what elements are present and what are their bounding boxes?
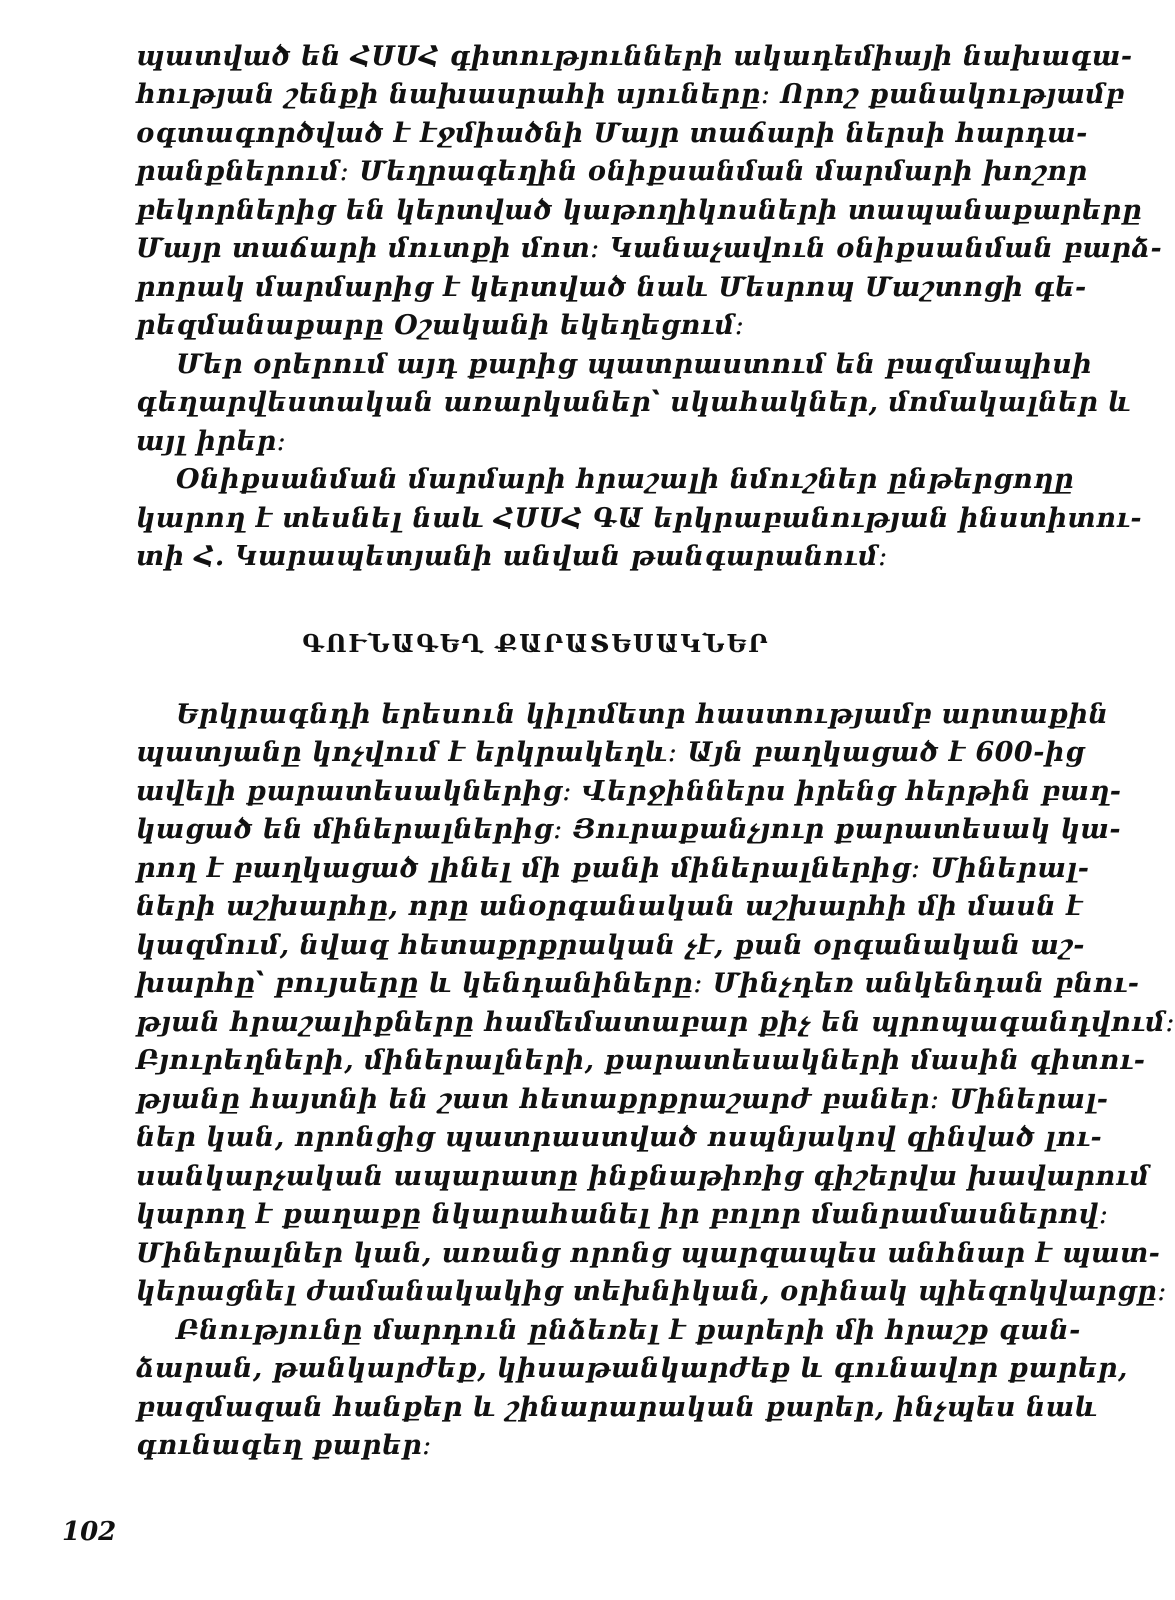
text-line: րանքներում։ Մեղրագեղին օնիքսանման մարմարի խոշոր xyxy=(136,156,1088,187)
section-heading: ԳՈՒՆԱԳԵՂ ՔԱՐԱՏԵՍԱԿՆԵՐ xyxy=(302,629,770,658)
text-line: թյան հրաշալիքները համեմատաբար քիչ են պրոպագանդվում։ xyxy=(136,1007,1175,1038)
text-line: խարհը՝ բույսերը և կենդանիները։ Մինչդեռ անկենդան բնու- xyxy=(136,968,1140,999)
text-line: սանկարչական ապարատը ինքնաթիռից գիշերվա խավարում xyxy=(136,1161,1150,1192)
text-line: Մայր տաճարի մուտքի մոտ։ Կանաչավուն օնիքսանման բարձ- xyxy=(136,233,1163,264)
page-number: 102 xyxy=(62,1517,117,1547)
text-line: Միներալներ կան, առանց որոնց պարզապես անհնար է պատ- xyxy=(136,1238,1161,1269)
text-line: ների աշխարհը, որը անօրգանական աշխարհի մի մասն է xyxy=(136,891,1083,922)
text-line: գունագեղ քարեր։ xyxy=(136,1430,432,1461)
text-line: ավելի քարատեսակներից։ Վերջիններս իրենց հերթին բաղ- xyxy=(136,776,1122,807)
text-line: ձարան, թանկարժեք, կիսաթանկարժեք և գունավոր քարեր, xyxy=(136,1353,1128,1384)
text-line: բեկորներից են կերտված կաթողիկոսների տապանաքարերը xyxy=(136,195,1143,226)
text-line: կարող է քաղաքը նկարահանել իր բոլոր մանրամասներով։ xyxy=(136,1199,1109,1230)
text-line: պատյանը կոչվում է երկրակեղև։ Այն բաղկացած է 600-ից xyxy=(136,737,1085,768)
text-line: պատված են ՀՍՍՀ գիտությունների ակադեմիայի նախագա- xyxy=(136,41,1133,72)
text-line: րող է բաղկացած լինել մի քանի միներալներից։ Միներալ- xyxy=(136,853,1090,884)
text-line: րեզմանաքարը Օշականի եկեղեցում։ xyxy=(136,310,745,341)
text-line: կարող է տեսնել նաև ՀՍՍՀ ԳԱ երկրաբանության ինստիտու- xyxy=(136,503,1143,534)
text-line: րորակ մարմարից է կերտված նաև Մեսրոպ Մաշտոցի գե- xyxy=(136,272,1087,303)
text-line: գեղարվեստական առարկաներ՝ սկահակներ, մոմակալներ և xyxy=(136,387,1132,418)
text-line: Մեր օրերում այդ քարից պատրաստում են բազմապիսի xyxy=(176,349,1093,380)
text-line: օգտագործված է էջմիածնի Մայր տաճարի ներսի հարդա- xyxy=(136,118,1088,149)
text-line: ներ կան, որոնցից պատրաստված ոսպնյակով զինված լու- xyxy=(136,1122,1103,1153)
text-line: Օնիքսանման մարմարի հրաշալի նմուշներ ընթերցողը xyxy=(176,464,1075,495)
text-line: հության շենքի նախասրահի սյուները։ Որոշ քանակությամբ xyxy=(136,79,1125,110)
text-line: կերացնել ժամանակակից տեխնիկան, օրինակ պիեզոկվարցը։ xyxy=(136,1276,1167,1307)
text-line: այլ իրեր։ xyxy=(136,426,287,457)
text-line: կացած են միներալներից։ Յուրաքանչյուր քարատեսակ կա- xyxy=(136,814,1122,845)
text-line: տի Հ. Կարապետյանի անվան թանգարանում։ xyxy=(136,541,888,572)
text-line: Բնությունը մարդուն ընձեռել է քարերի մի հրաշք գան- xyxy=(176,1315,1081,1346)
text-line: կազմում, նվազ հետաքրքրական չէ, քան օրգանական աշ- xyxy=(136,930,1085,961)
text-line: Բյուրեղների, միներալների, քարատեսակների մասին գիտու- xyxy=(136,1045,1146,1076)
text-line: թյանը հայտնի են շատ հետաքրքրաշարժ բաներ։ Միներալ- xyxy=(136,1084,1109,1115)
text-line: բազմազան հանքեր և շինարարական քարեր, ինչպես նաև xyxy=(136,1392,1098,1423)
text-line: Երկրագնդի երեսուն կիլոմետր հաստությամբ արտաքին xyxy=(176,699,1109,730)
